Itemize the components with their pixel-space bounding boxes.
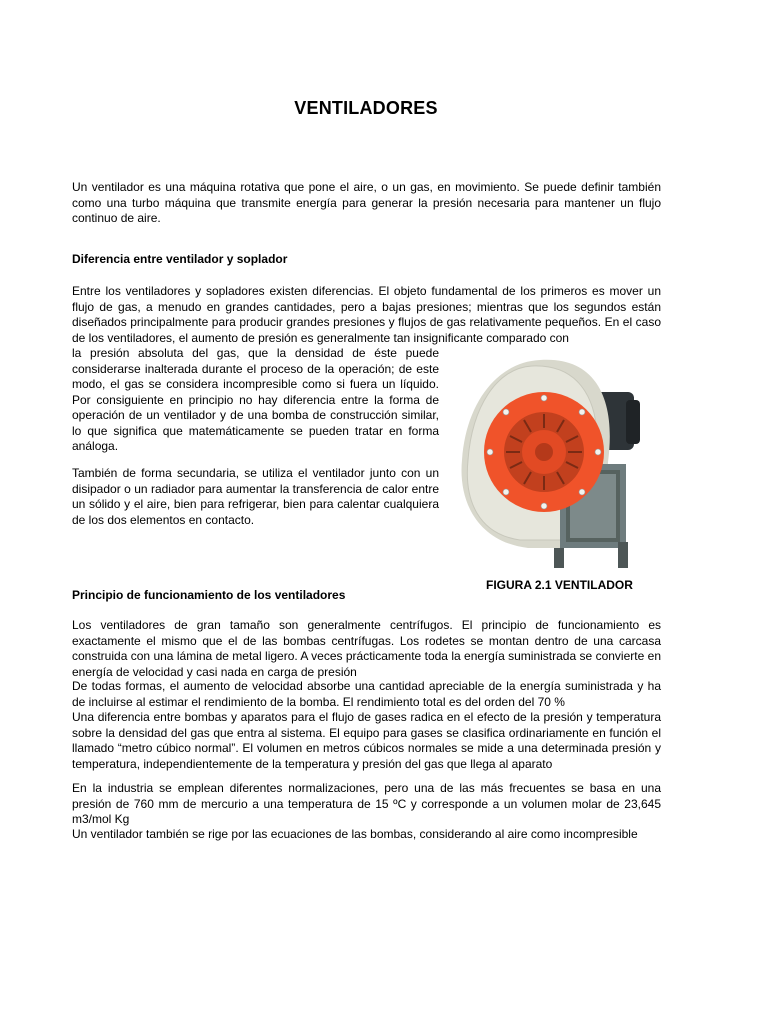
principle-paragraph-1: Los ventiladores de gran tamaño son generalmente centrífugos. El principio de funcionamiento es exactamente el mismo que el de las bombas centrífugas. Los rodetes se montan dentro de una carcasa construida con una lámina de metal ligero. A veces prácticamente toda la energía suministrada se convierte en energía de velocidad y casi nada en carga de presión xyxy=(72,618,661,679)
section-heading-principle: Principio de funcionamiento de los ventiladores xyxy=(72,588,346,602)
centrifugal-fan-illustration xyxy=(458,352,654,570)
section-heading-difference: Diferencia entre ventilador y soplador xyxy=(72,252,288,266)
fan-figure xyxy=(458,352,654,570)
figure-caption: FIGURA 2.1 VENTILADOR xyxy=(486,578,633,589)
principle-paragraph-2: De todas formas, el aumento de velocidad absorbe una cantidad apreciable de la energía suministrada y ha de incluirse al estimar el rendimiento de la bomba. El rendimiento total es del orden del 70 % xyxy=(72,679,661,709)
difference-paragraph-1-continued: la presión absoluta del gas, que la densidad de éste puede considerarse inalterada durante el proceso de la operación; de este modo, el gas se considera incompresible como si fuera un líquido. Por consiguiente en principio no hay diferencia entre la forma de operación de un ventilador y de una bomba de construcción similar, lo que significa que matemáticamente se pueden tratar en forma análoga. xyxy=(72,346,439,453)
principle-paragraph-4: En la industria se emplean diferentes normalizaciones, pero una de las más frecuentes se basa en una presión de 760 mm de mercurio a una temperatura de 15 ºC y corresponde a un volumen molar de 23,645 m3/mol Kg xyxy=(72,781,661,826)
page-title: VENTILADORES xyxy=(294,98,438,119)
principle-paragraph-3: Una diferencia entre bombas y aparatos para el flujo de gases radica en el efecto de la presión y temperatura sobre la densidad del gas que entra al sistema. El equipo para gases se clasifica ordinariamente en función el llamado “metro cúbico normal”. El volumen en metros cúbicos normales se mide a una determinada presión y temperatura, independientemente de la temperatura y presión del gas que llega al aparato xyxy=(72,710,661,771)
difference-paragraph-1: Entre los ventiladores y sopladores existen diferencias. El objeto fundamental de los primeros es mover un flujo de gas, a menudo en grandes cantidades, pero a bajas presiones; mientras que los segundos están diseñados principalmente para producir grandes presiones y flujos de gas relativamente pequeños. En el caso de los ventiladores, el aumento de presión es generalmente tan insignificante comparado con xyxy=(72,284,661,345)
intro-paragraph: Un ventilador es una máquina rotativa que pone el aire, o un gas, en movimiento. Se puede definir también como una turbo máquina que transmite energía para generar la presión necesaria para mantener un flujo continuo de aire. xyxy=(72,180,661,225)
principle-paragraph-5: Un ventilador también se rige por las ecuaciones de las bombas, considerando al aire como incompresible xyxy=(72,827,638,841)
difference-paragraph-2: También de forma secundaria, se utiliza el ventilador junto con un disipador o un radiador para aumentar la transferencia de calor entre un sólido y el aire, bien para refrigerar, bien para calentar cualquiera de los dos elementos en contacto. xyxy=(72,466,439,527)
